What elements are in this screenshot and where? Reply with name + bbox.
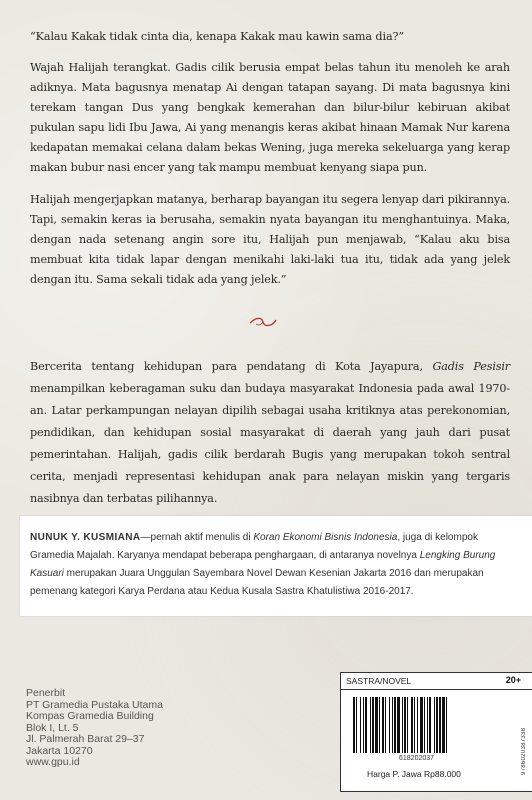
author-name: NUNUK Y. KUSMIANA — [30, 532, 141, 543]
barcode-number: 618202037 — [399, 755, 435, 762]
publisher-line: Jl. Palmerah Barat 29–37 — [26, 733, 145, 745]
ornament-divider-icon — [248, 315, 278, 329]
opening-quote: “Kalau Kakak tidak cinta dia, kenapa Kakak mau kawin sama dia?” — [30, 30, 405, 43]
isbn-number: 9786020387338 — [521, 727, 527, 775]
excerpt-paragraph-1: Wajah Halijah terangkat. Gadis cilik berusia empat belas tahun itu menoleh ke arah adiknya. Mata bagusnya menatap Ai dengan tatapan sayang. Di mata bagusnya kini terekam tangan Dus yang bengkak kemerahan dan bilur-bilur kebiruan akibat pukulan sapu lidi Ibu Jawa, Ai yang menangis keras akibat hinaan Mamak Nur karena kedapatan memakai celana dalam bekas Wening, juga mereka sekeluarga yang kerap makan bubur nasi encer yang tak mampu membuat kenyang siapa pun. — [30, 61, 510, 174]
synopsis-paragraph — [30, 356, 510, 510]
author-bio-publication: Koran Ekonomi Bisnis Indonesia — [253, 532, 398, 543]
author-bio-box — [20, 516, 532, 616]
category-label: SASTRA/NOVEL — [346, 676, 412, 686]
barcode-label — [340, 672, 532, 792]
author-bio-novel-title: Lengking Burung Kasuari — [30, 550, 496, 579]
synopsis-text-after: menampilkan keberagaman suku dan budaya masyarakat Indonesia pada awal 1970-an. Latar perkampungan nelayan dipilih sebagai usaha kritiknya atas perekonomian, pendidikan, dan kehidupan sosial masyarakat di daerah yang jauh dari pusat pemerintahan. Halijah, gadis cilik berdarah Bugis yang merupakan tokoh sentral cerita, menjadi representasi kehidupan anak para nelayan miskin yang tergaris nasibnya dan terbatas pilihannya. — [30, 382, 510, 505]
publisher-line: Penerbit — [26, 687, 66, 699]
excerpt-paragraph-2: Halijah mengerjapkan matanya, berharap bayangan itu segera lenyap dari pikirannya. Tapi, semakin keras ia berusaha, semakin nyata bayangan itu menghantuinya. Maka, dengan nada setenang angin sore itu, Halijah pun menjawab, “Kalau aku bisa membuat kita tidak lapar dengan menikahi laki-laki tua itu, tidak ada yang jelek dengan itu. Sama sekali tidak ada yang jelek.” — [30, 193, 510, 286]
publisher-line: Kompas Gramedia Building — [26, 710, 154, 722]
barcode-header — [341, 673, 532, 690]
publisher-line: PT Gramedia Pustaka Utama — [26, 698, 163, 711]
author-bio-text — [30, 529, 512, 601]
publisher-line: www.gpu.id — [26, 756, 80, 768]
publisher-block — [26, 688, 206, 769]
author-bio-part-3: merupakan Juara Unggulan Sayembara Novel Dewan Kesenian Jakarta 2016 dan merupakan pemenang kategori Karya Perdana atau Kedua Kusala Sastra Khatulistiwa 2016-2017. — [30, 568, 484, 597]
synopsis-book-title: Gadis Pesisir — [432, 360, 510, 373]
barcode-icon — [353, 697, 521, 753]
synopsis-text-before: Bercerita tentang kehidupan para pendatang di Kota Jayapura, — [30, 360, 433, 373]
price-label: Harga P. Jawa Rp88.000 — [367, 769, 461, 779]
author-bio-part-1: —pernah aktif menulis di — [140, 532, 254, 543]
publisher-line: Blok I, Lt. 5 — [26, 721, 79, 734]
age-rating: 20+ — [505, 675, 521, 685]
publisher-line: Jakarta 10270 — [26, 744, 93, 757]
author-bio-part-2: , juga di kelompok Gramedia Majalah. Karyanya mendapat beberapa penghargaan, di antaranya novelnya — [30, 532, 478, 561]
